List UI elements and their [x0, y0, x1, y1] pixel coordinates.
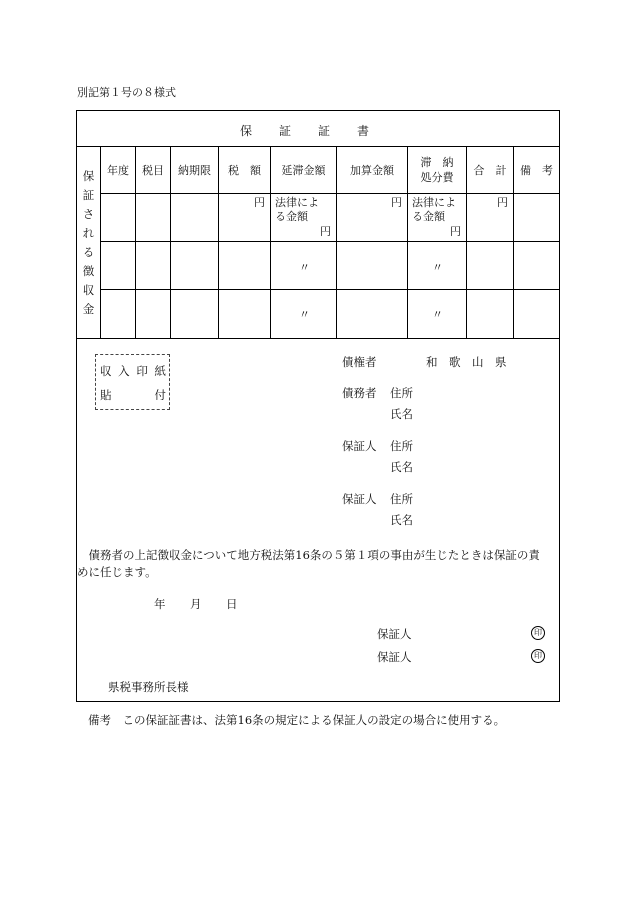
side-char: 証 [82, 187, 95, 202]
header-tax-item: 税目 [142, 163, 164, 177]
date-month-label: 月 [190, 597, 202, 611]
table-bottom-border [77, 338, 559, 339]
additional-yen: 円 [391, 196, 402, 209]
remarks-note: 備考 この保証証書は、法第16条の規定による保証人の設定の場合に使用する。 [88, 713, 506, 727]
guarantee-statement-line1: 債務者の上記徴収金について地方税法第16条の５第１項の事由が生じたときは保証の責 [77, 548, 540, 562]
header-additional-amount: 加算金額 [350, 163, 394, 177]
guarantor1-address-label: 住所 [390, 439, 413, 453]
table-row-border [100, 289, 559, 290]
stamp-char: 紙 [154, 364, 166, 378]
seal-mark-icon: 印 [531, 649, 545, 663]
header-total: 合 計 [473, 163, 507, 177]
header-disposal-line2: 処分費 [420, 171, 454, 184]
header-tax-amount: 税 額 [228, 163, 261, 177]
ditto-mark: 〃 [299, 308, 310, 321]
seal-mark-icon: 印 [531, 626, 545, 640]
signature-guarantor2: 保証人 [377, 650, 412, 664]
stamp-char: 付 [154, 388, 166, 402]
side-char: さ [82, 206, 95, 221]
side-char: 保 [82, 168, 95, 183]
header-remarks: 備 考 [520, 163, 553, 177]
guarantor1-name-label: 氏名 [390, 460, 413, 474]
signature-guarantor1: 保証人 [377, 627, 412, 641]
stamp-label-line1 [100, 363, 166, 379]
header-deadline: 納期限 [178, 163, 211, 177]
disposal-legal-line1: 法律によ [412, 196, 456, 209]
form-id: 別記第１号の８様式 [77, 86, 176, 99]
guarantor2-name-label: 氏名 [390, 513, 413, 527]
delinquent-legal-line2: る金額 [275, 210, 308, 223]
header-disposal-cost [408, 147, 466, 193]
side-char: れ [82, 225, 95, 240]
side-char: 収 [82, 282, 95, 297]
side-char: 金 [82, 301, 95, 316]
guarantor1-label: 保証人 [342, 439, 377, 453]
tax-amount-yen: 円 [254, 196, 265, 209]
guaranteed-amount-label [77, 147, 100, 338]
debtor-name-label: 氏名 [390, 407, 413, 421]
debtor-label: 債務者 [342, 386, 377, 400]
debtor-address-label: 住所 [390, 386, 413, 400]
ditto-mark: 〃 [432, 308, 443, 321]
header-delinquent-amount: 延滞金額 [281, 163, 326, 177]
guarantor2-label: 保証人 [342, 492, 377, 506]
date-day-label: 日 [226, 597, 238, 611]
total-yen: 円 [497, 196, 508, 209]
side-char: る [82, 244, 95, 259]
creditor-label: 債権者 [342, 355, 377, 369]
stamp-label-line2 [100, 387, 166, 403]
stamp-char: 入 [118, 364, 130, 378]
stamp-char: 収 [100, 364, 112, 378]
header-year: 年度 [107, 163, 129, 177]
guarantor2-address-label: 住所 [390, 492, 413, 506]
delinquent-legal-line1: 法律によ [275, 196, 319, 209]
table-row-border [100, 241, 559, 242]
date-year-label: 年 [154, 597, 166, 611]
addressee: 県税事務所長様 [108, 680, 189, 694]
ditto-mark: 〃 [299, 261, 310, 274]
certificate-title: 保証証書 [239, 124, 396, 138]
header-disposal-line1: 滞 納 [420, 156, 454, 169]
ditto-mark: 〃 [432, 261, 443, 274]
stamp-char: 貼 [100, 388, 112, 402]
guarantee-statement-line2: めに任じます。 [77, 565, 157, 579]
table-header-border [100, 193, 559, 194]
delinquent-yen: 円 [320, 225, 331, 238]
disposal-legal-line2: る金額 [412, 210, 445, 223]
side-char: 徴 [82, 263, 95, 278]
disposal-yen: 円 [450, 225, 461, 238]
stamp-char: 印 [136, 364, 148, 378]
creditor-name: 和 歌 山 県 [426, 355, 507, 369]
